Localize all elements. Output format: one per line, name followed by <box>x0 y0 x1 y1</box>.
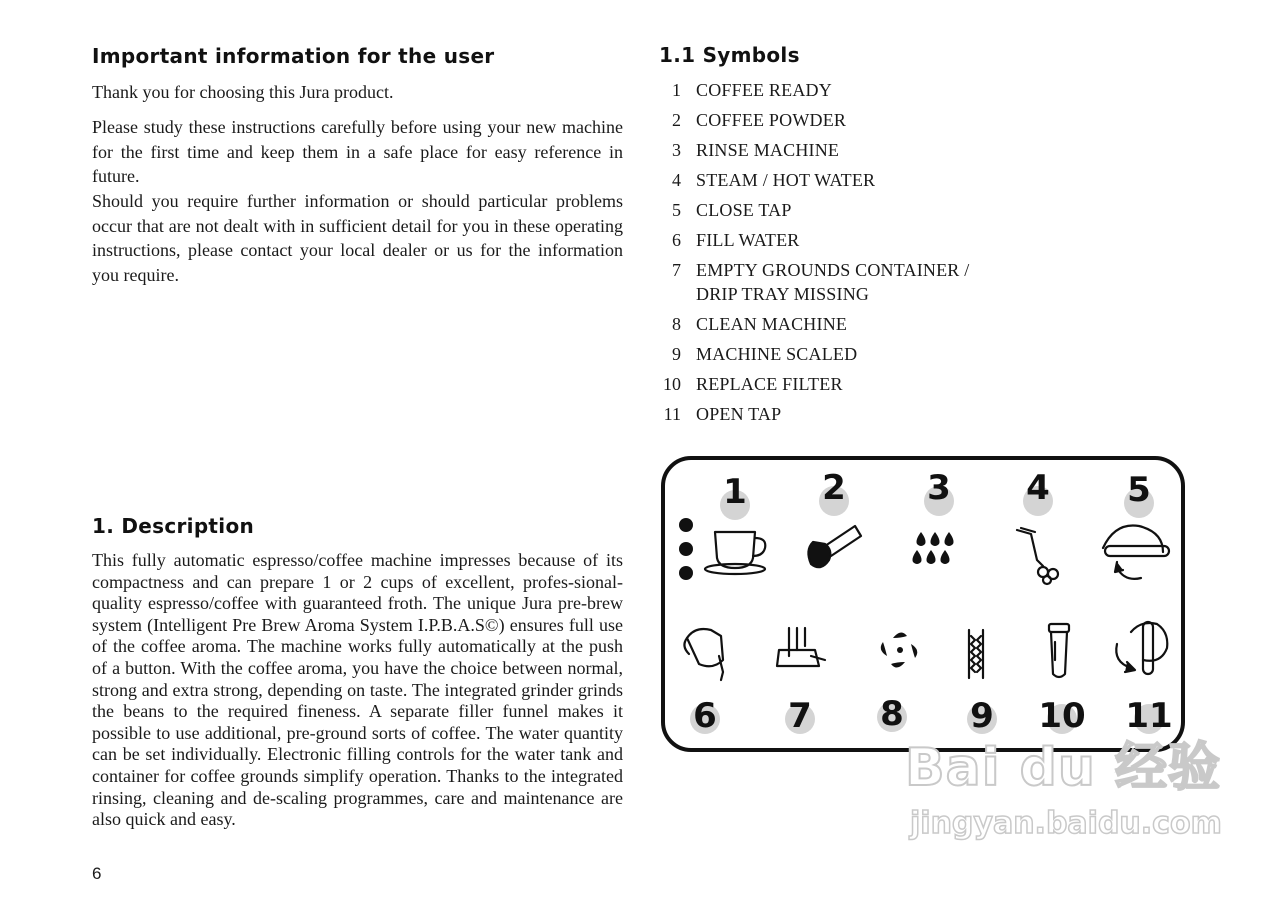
badge-number: 11 <box>1125 696 1173 736</box>
control-panel-figure <box>661 456 1185 752</box>
list-item <box>659 138 969 162</box>
item-label: CLOSE TAP <box>696 200 792 220</box>
list-item <box>659 108 969 132</box>
list-item <box>659 78 969 102</box>
badge-number: 10 <box>1038 696 1086 736</box>
grounds-container-icon <box>777 628 825 666</box>
item-label: EMPTY GROUNDS CONTAINER / DRIP TRAY MISSING <box>696 260 970 304</box>
symbols-list <box>659 78 969 432</box>
badge-number: 8 <box>880 694 904 734</box>
item-label: COFFEE POWDER <box>696 110 847 130</box>
item-number: 9 <box>672 344 681 364</box>
item-label: RINSE MACHINE <box>696 140 840 160</box>
item-number: 3 <box>672 140 681 160</box>
baidu-watermark-url: jingyan.baidu.com <box>910 806 1222 841</box>
close-tap-icon <box>1103 525 1169 578</box>
description-title: 1. Description <box>92 514 255 538</box>
thanks-paragraph: Thank you for choosing this Jura product. <box>92 82 394 102</box>
item-number: 10 <box>663 374 681 394</box>
fill-water-jug-icon <box>684 629 723 680</box>
list-item <box>659 402 969 426</box>
list-item <box>659 342 969 366</box>
badge-number: 5 <box>1127 470 1151 510</box>
item-label: CLEAN MACHINE <box>696 314 848 334</box>
baidu-watermark: Bai du 经验 <box>905 738 1221 798</box>
item-number: 6 <box>672 230 681 250</box>
clean-swirl-icon <box>881 632 918 667</box>
item-label: STEAM / HOT WATER <box>696 170 876 190</box>
page-number: 6 <box>92 864 102 883</box>
item-number: 8 <box>672 314 681 334</box>
badge-number: 4 <box>1026 468 1050 508</box>
badge-number: 6 <box>693 696 717 736</box>
badge-number: 3 <box>927 468 951 508</box>
item-label: OPEN TAP <box>696 404 782 424</box>
rinse-drops-icon <box>913 532 954 564</box>
item-label: REPLACE FILTER <box>696 374 843 394</box>
badge-number: 9 <box>970 696 994 736</box>
study-instructions-paragraph: Please study these instructions carefully before using your new machine for the first time and keep them in a safe place for easy reference in future. <box>92 117 623 186</box>
item-label: MACHINE SCALED <box>696 344 858 364</box>
badge-number: 1 <box>723 472 747 512</box>
item-number: 1 <box>672 80 681 100</box>
symbols-title: 1.1 Symbols <box>659 43 800 67</box>
list-item <box>659 372 969 396</box>
steam-nozzle-icon <box>1017 528 1058 584</box>
item-number: 4 <box>672 170 681 190</box>
badge-number: 7 <box>788 696 812 736</box>
badge-number: 2 <box>822 468 846 508</box>
item-number: 2 <box>672 110 681 130</box>
scale-icon <box>969 630 983 678</box>
open-tap-icon <box>1116 622 1167 674</box>
item-number: 11 <box>663 404 681 424</box>
item-label: COFFEE READY <box>696 80 832 100</box>
list-item <box>659 198 969 222</box>
list-item <box>659 168 969 192</box>
list-item <box>659 312 969 336</box>
description-paragraph: This fully automatic espresso/coffee machine impresses because of its compactness and can prepare 1 or 2 cups of excellent, profes-sional-quality espresso/coffee with guaranteed froth. The unique Jura pre-brew system (Intelligent Pre Brew Aroma System I.P.B.A.S©) ensures full use of the coffee aroma. The machine works fully automatically at the push of a button. With the coffee aroma, you have the choice between normal, strong and extra strong, depending on taste. The integrated grinder grinds the beans to the required fineness. A separate filler funnel makes it possible to use additional, pre-ground sorts of coffee. The water quantity can be set individually. Electronic filling controls for the water tank and container for coffee grounds simplify operation. Thanks to the integrated rinsing, cleaning and de-scaling programmes, care and maintenance are also quick and easy. <box>92 550 623 830</box>
item-number: 5 <box>672 200 681 220</box>
item-label: FILL WATER <box>696 230 800 250</box>
important-info-title: Important information for the user <box>92 44 495 68</box>
list-item <box>659 228 969 252</box>
coffee-cup-icon <box>705 532 765 574</box>
further-info-paragraph: Should you require further information or should particular problems occur that are not dealt with in sufficient detail for you in these operating instructions, please contact your local dealer or us for the information you require. <box>92 191 623 285</box>
coffee-scoop-icon <box>808 526 861 567</box>
list-item <box>659 258 969 306</box>
item-number: 7 <box>672 260 681 280</box>
filter-cartridge-icon <box>1049 624 1069 677</box>
